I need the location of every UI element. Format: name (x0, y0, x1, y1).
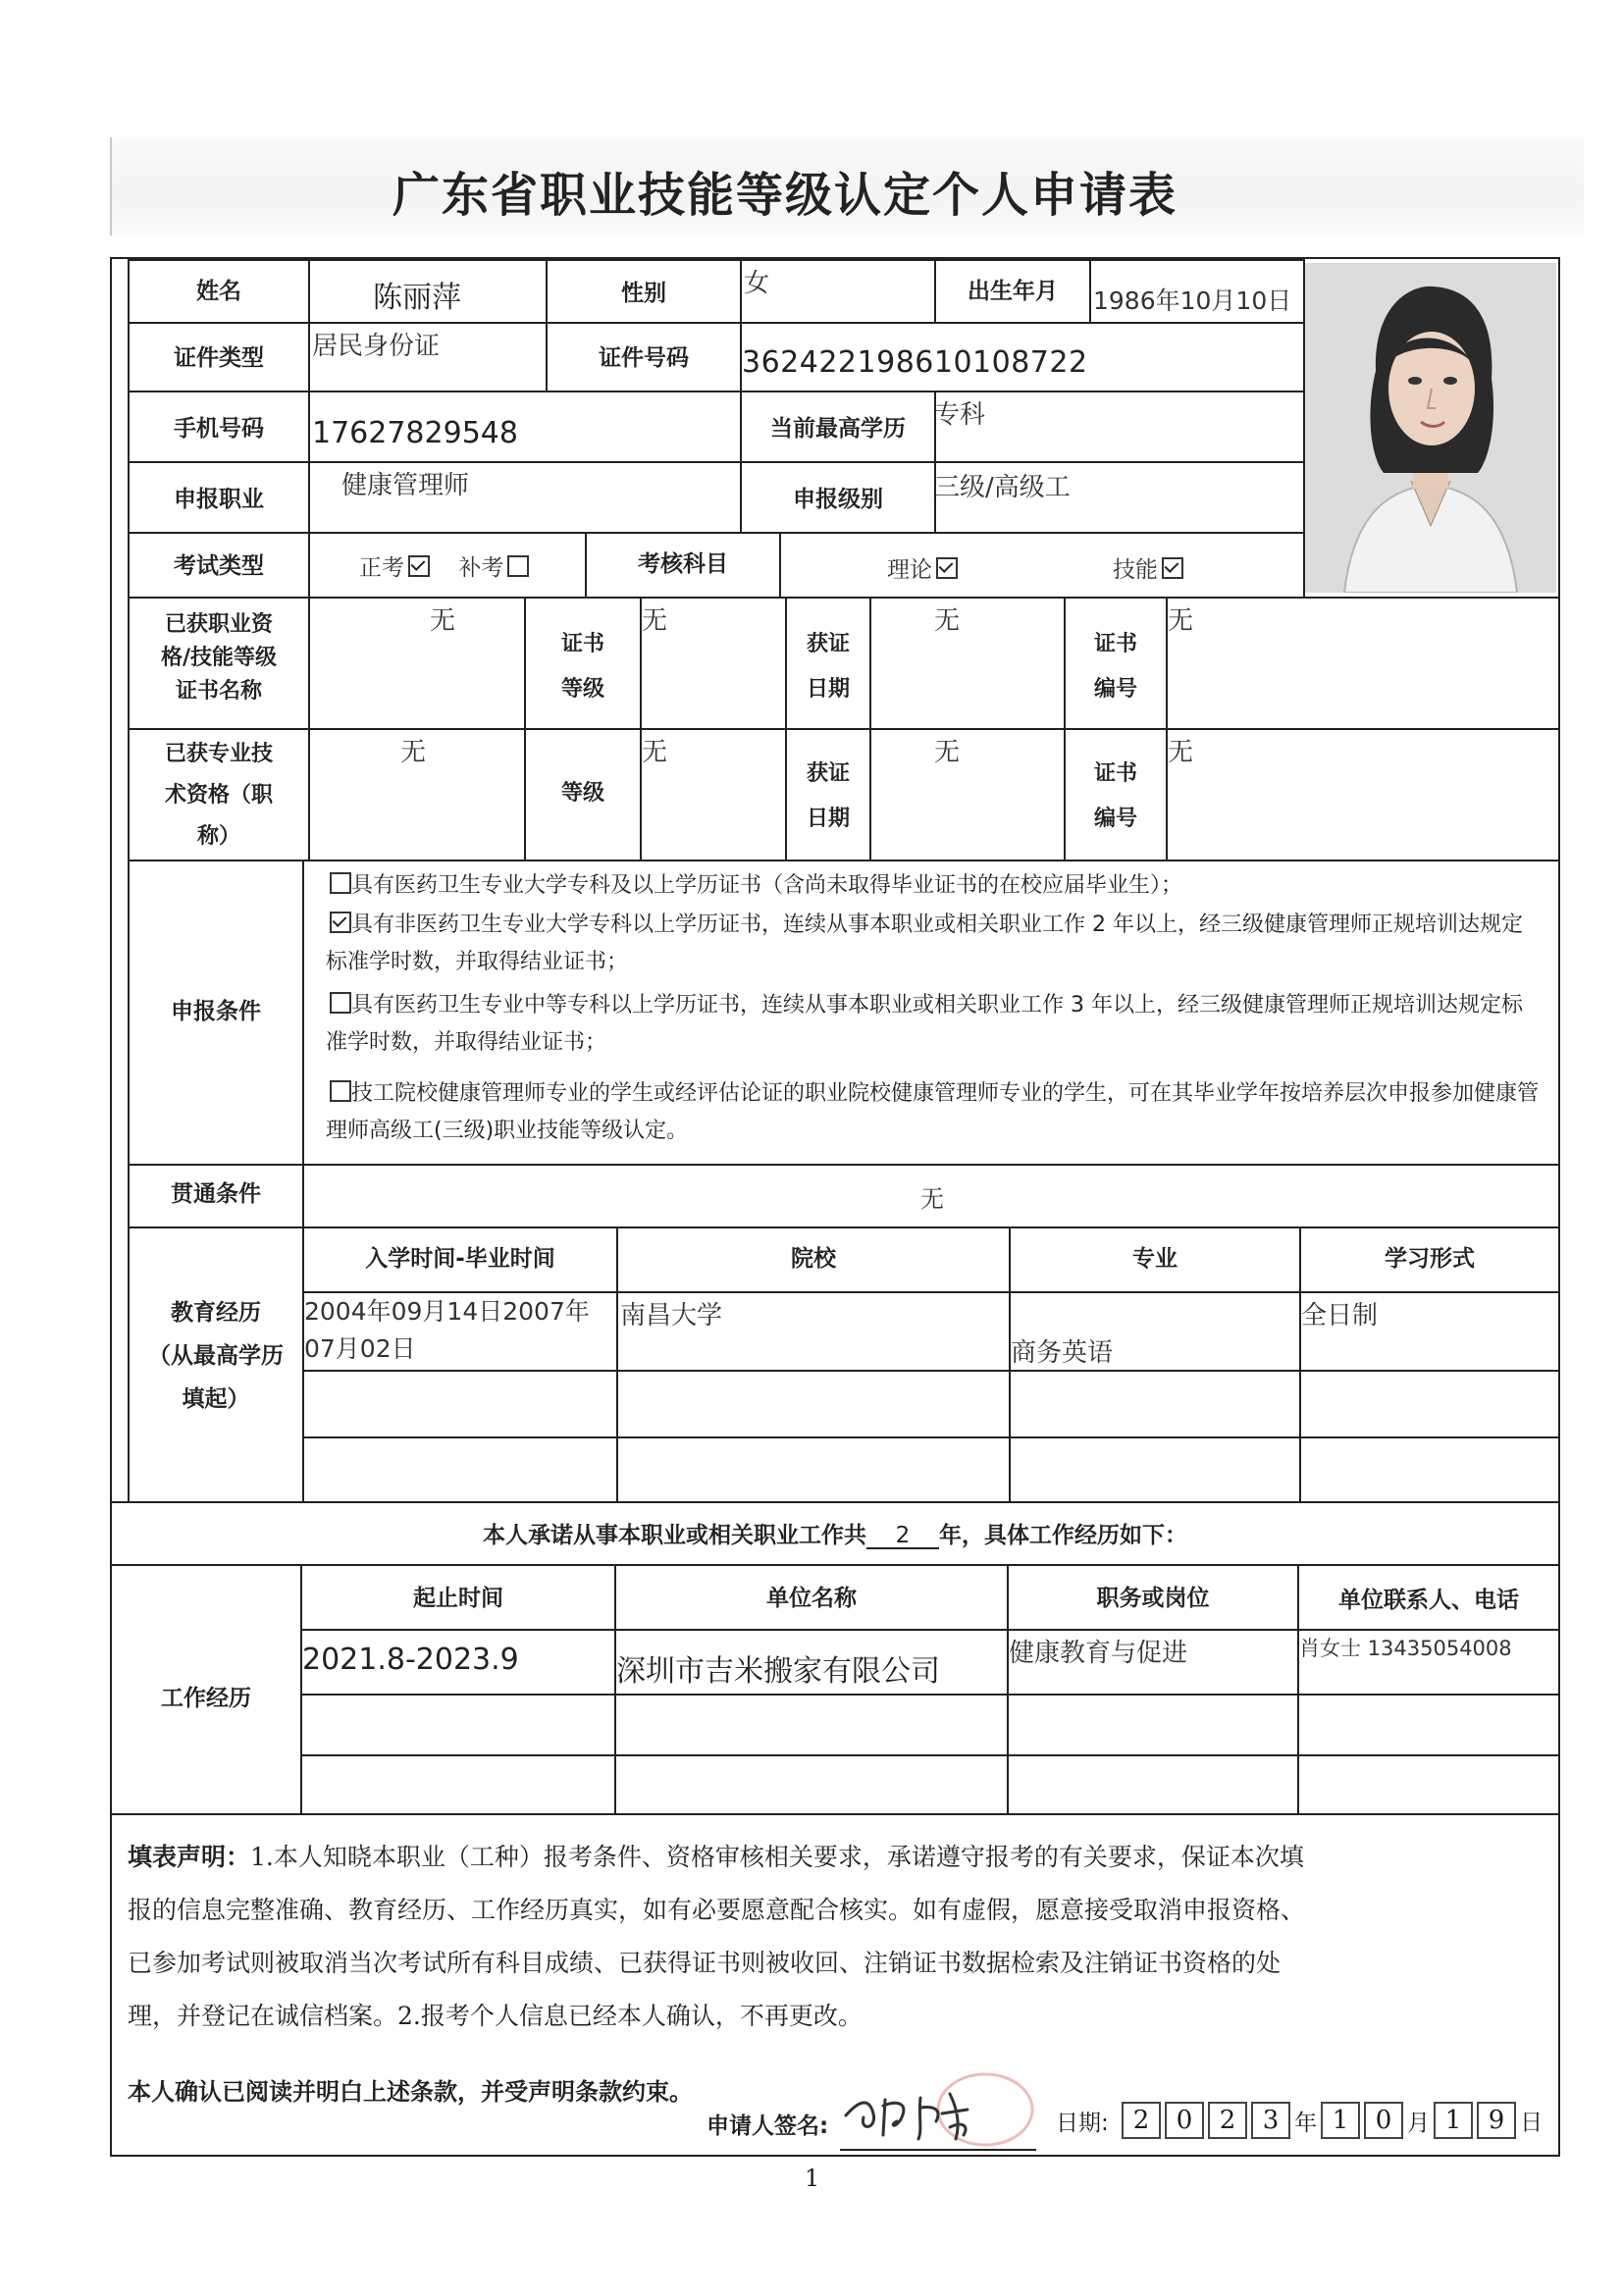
form-title: 广东省职业技能等级认定个人申请表 (392, 168, 1178, 223)
edu-value: 专科 (934, 400, 986, 430)
qual-no-line2: 编号 (1093, 677, 1137, 702)
work-row2-contact (1297, 1694, 1560, 1756)
work-company-value: 深圳市吉米搬家有限公司 (616, 1654, 940, 1689)
subject-skill (1113, 551, 1183, 584)
qual-date-label (785, 622, 871, 712)
phone-value: 17627829548 (312, 416, 518, 450)
qual-label-line1: 已获职业资 (164, 612, 273, 637)
month-digit-2: 0 (1364, 2102, 1403, 2139)
id-type-label: 证件类型 (174, 345, 264, 371)
education-label (128, 1291, 304, 1421)
condition-item-4 (326, 1075, 1543, 1150)
work-header-contact-text: 单位联系人、电话 (1338, 1588, 1519, 1613)
confirm-statement: 本人确认已阅读并明白上述条款，并受声明条款约束。 (128, 2078, 693, 2106)
signature-label: 申请人签名: (707, 2113, 829, 2139)
page-number: 1 (805, 2165, 820, 2192)
subject-label: 考核科目 (638, 551, 728, 577)
birth-label: 出生年月 (968, 279, 1058, 304)
qual-label-line2: 格/技能等级 (160, 646, 278, 670)
edu-row2-school (616, 1370, 1011, 1438)
work-header-position-text: 职务或岗位 (1096, 1586, 1210, 1611)
skill-checkbox[interactable] (1162, 557, 1183, 579)
edu-row2-form (1299, 1370, 1560, 1438)
qual-no-value: 无 (1168, 606, 1194, 636)
edu-row2-major (1009, 1370, 1301, 1438)
qual-cert-level-line1: 证书 (560, 632, 604, 656)
edu-form-value: 全日制 (1301, 1301, 1379, 1331)
edu-header-school-text: 院校 (791, 1246, 836, 1272)
exam-regular-label: 正考 (359, 555, 404, 581)
condition-checkbox-2[interactable] (330, 912, 351, 933)
qual-no-line1: 证书 (1093, 632, 1137, 656)
id-no-value: 362422198610108722 (742, 345, 1088, 380)
year-unit: 年 (1294, 2110, 1318, 2136)
work-period-value: 2021.8-2023.9 (302, 1643, 519, 1677)
qual-label (128, 608, 310, 708)
edu-header-form-text: 学习形式 (1385, 1246, 1475, 1272)
work-row3-position (1007, 1754, 1299, 1815)
edu-row3-major (1009, 1436, 1301, 1503)
prof-no-label (1064, 752, 1168, 842)
exam-makeup-checkbox[interactable] (507, 555, 529, 577)
condition-text-1: 具有医药卫生专业大学专科及以上学历证书（含尚未取得毕业证书的在校应届毕业生）； (351, 873, 1183, 898)
work-label: 工作经历 (161, 1686, 251, 1711)
promise-years: 2 (866, 1524, 939, 1549)
year-digit-2: 0 (1165, 2102, 1204, 2139)
work-row3-company (614, 1754, 1009, 1815)
cell-qual-name (308, 597, 526, 730)
condition-checkbox-4[interactable] (330, 1080, 351, 1102)
edu-time-value (304, 1293, 590, 1368)
work-row3-period (300, 1754, 616, 1815)
cell-prof-date (869, 728, 1066, 861)
condition-item-3 (326, 987, 1543, 1062)
handwritten-signature-image (840, 2070, 1036, 2149)
prof-date-line1: 获证 (806, 761, 850, 786)
edu-time-line2: 07月02日 (304, 1334, 416, 1363)
applicant-photo (1305, 263, 1556, 593)
cell-qual-no (1166, 597, 1560, 730)
prof-date-line2: 日期 (806, 807, 850, 831)
qual-no-label (1064, 622, 1168, 712)
prof-label-line1: 已获专业技 (164, 742, 273, 766)
declaration-body4: 理，并登记在诚信档案。2.报考个人信息已经本人确认，不再更改。 (128, 2002, 863, 2030)
day-digit-2: 9 (1477, 2102, 1516, 2139)
id-type-value: 居民身份证 (312, 332, 441, 361)
job-value: 健康管理师 (341, 471, 470, 500)
theory-label: 理论 (887, 557, 932, 583)
year-digit-4: 3 (1251, 2102, 1290, 2139)
condition-checkbox-1[interactable] (330, 872, 351, 894)
name-label: 姓名 (196, 279, 241, 304)
education-label-line2: （从最高学历 (148, 1343, 284, 1369)
job-label: 申报职业 (174, 487, 264, 512)
day-unit: 日 (1520, 2110, 1544, 2136)
prof-level-label: 等级 (560, 781, 604, 806)
edu-label: 当前最高学历 (770, 416, 906, 442)
date-area (1056, 2102, 1543, 2139)
date-label: 日期: (1056, 2110, 1109, 2136)
qual-label-line3: 证书名称 (175, 679, 262, 704)
qual-date-line1: 获证 (806, 632, 850, 656)
cell-qual-date (869, 597, 1066, 730)
declaration-line1 (128, 1831, 1541, 1884)
edu-header-time-text: 入学时间-毕业时间 (365, 1246, 555, 1272)
name-value: 陈丽萍 (373, 281, 461, 315)
through-value: 无 (920, 1185, 944, 1213)
birth-value: 1986年10月10日 (1093, 287, 1292, 315)
exam-type-options (359, 549, 529, 582)
conditions-label: 申报条件 (171, 999, 261, 1024)
exam-regular-checkbox[interactable] (408, 555, 430, 577)
promise-prefix: 本人承诺从事本职业或相关职业工作共 (483, 1523, 866, 1548)
exam-type-label: 考试类型 (174, 553, 264, 579)
year-digit-1: 2 (1122, 2102, 1161, 2139)
theory-checkbox[interactable] (936, 557, 958, 579)
phone-label: 手机号码 (174, 416, 264, 442)
condition-text-4: 技工院校健康管理师专业的学生或经评估论证的职业院校健康管理师专业的学生，可在其毕业学年按培养层次申报参加健康管理师高级工(三级)职业技能等级认定。 (326, 1081, 1540, 1143)
prof-level-value: 无 (642, 738, 668, 767)
edu-school-value: 南昌大学 (620, 1301, 723, 1331)
edu-header-major-text: 专业 (1132, 1246, 1178, 1272)
condition-text-3: 具有医药卫生专业中等专科以上学历证书，连续从事本职业或相关职业工作 3 年以上，经三级健康管理师正规培训达规定标准学时数，并取得结业证书； (326, 993, 1523, 1055)
edu-row2-time (302, 1370, 618, 1438)
prof-no-value: 无 (1168, 738, 1194, 767)
cell-edu (934, 391, 1305, 463)
prof-label (128, 734, 310, 858)
condition-item-2 (326, 907, 1543, 981)
work-row2-period (300, 1694, 616, 1756)
edu-major-value: 商务英语 (1011, 1338, 1114, 1368)
subject-theory (887, 551, 958, 584)
work-header-period-text: 起止时间 (413, 1586, 503, 1611)
qual-name-value: 无 (430, 606, 456, 636)
declaration-lead: 填表声明： (128, 1843, 251, 1871)
prof-date-value: 无 (934, 738, 961, 767)
id-no-label: 证件号码 (599, 345, 689, 371)
edu-row3-school (616, 1436, 1011, 1503)
prof-no-line2: 编号 (1093, 807, 1137, 831)
condition-item-1 (326, 867, 1543, 905)
qual-date-value: 无 (934, 606, 961, 636)
signature (840, 2070, 1036, 2151)
work-header-company-text: 单位名称 (766, 1586, 857, 1611)
work-row3-contact (1297, 1754, 1560, 1815)
prof-name-value: 无 (400, 738, 427, 767)
work-row2-company (614, 1694, 1009, 1756)
level-label: 申报级别 (793, 487, 883, 512)
declaration-body2: 报的信息完整准确、教育经历、工作经历真实，如有必要愿意配合核实。如有虚假，愿意接受取消申报资格、 (128, 1896, 1306, 1924)
day-digit-1: 1 (1434, 2102, 1473, 2139)
exam-makeup-label: 补考 (458, 555, 504, 581)
edu-row3-time (302, 1436, 618, 1503)
work-position-value: 健康教育与促进 (1009, 1639, 1188, 1668)
declaration-body1: 1.本人知晓本职业（工种）报考条件、资格审核相关要求，承诺遵守报考的有关要求，保证本次填 (250, 1843, 1304, 1871)
portrait-image (1305, 263, 1556, 593)
condition-checkbox-3[interactable] (330, 992, 351, 1014)
condition-text-2: 具有非医药卫生专业大学专科以上学历证书，连续从事本职业或相关职业工作 2 年以上，经三级健康管理师正规培训达规定标准学时数，并取得结业证书； (326, 913, 1523, 974)
declaration-text (128, 1831, 1541, 2043)
qual-date-line2: 日期 (806, 677, 850, 702)
education-label-line1: 教育经历 (171, 1300, 261, 1326)
declaration-body3: 已参加考试则被取消当次考试所有科目成绩、已获得证书则被收回、注销证书数据检索及注销证书资格的处 (128, 1949, 1282, 1977)
edu-row3-form (1299, 1436, 1560, 1503)
education-label-line3: 填起） (182, 1386, 250, 1412)
edu-time-line1: 2004年09月14日2007年 (304, 1297, 590, 1326)
prof-date-label (785, 752, 871, 842)
cell-prof-no (1166, 728, 1560, 861)
year-digit-3: 2 (1208, 2102, 1247, 2139)
cell-subject (779, 532, 1305, 599)
promise-statement (110, 1517, 1560, 1555)
qual-cert-level-label (524, 622, 642, 712)
month-digit-1: 1 (1321, 2102, 1360, 2139)
work-row2-position (1007, 1694, 1299, 1756)
month-unit: 月 (1407, 2110, 1431, 2136)
skill-label: 技能 (1113, 557, 1158, 583)
qual-cert-level-line2: 等级 (560, 677, 604, 702)
through-label: 贯通条件 (171, 1181, 261, 1207)
prof-label-line3: 称） (196, 824, 240, 849)
qual-level-value: 无 (642, 606, 668, 636)
gender-value: 女 (744, 269, 770, 298)
promise-suffix: 年，具体工作经历如下： (939, 1523, 1187, 1548)
work-contact-value: 肖女士 13435054008 (1299, 1637, 1512, 1660)
level-value: 三级/高级工 (934, 473, 1071, 502)
prof-no-line1: 证书 (1093, 761, 1137, 786)
prof-label-line2: 术资格（职 (164, 783, 273, 808)
gender-label: 性别 (621, 281, 666, 306)
